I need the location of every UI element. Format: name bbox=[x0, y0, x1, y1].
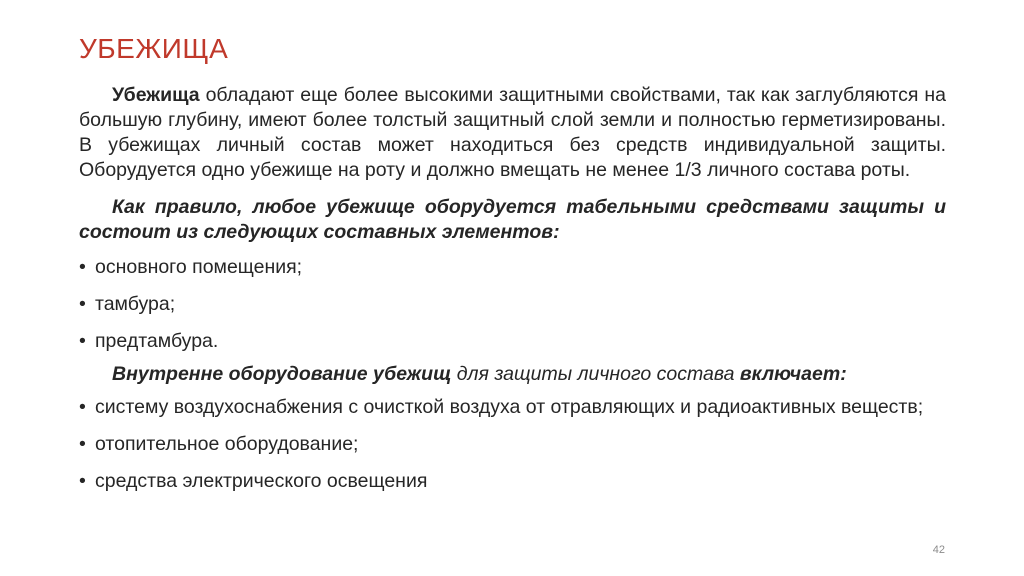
equipment-bold-2: включает: bbox=[739, 363, 847, 385]
paragraph-elements-lead: Как правило, любое убежище оборудуется табельными средствами защиты и состоит из следующих составных элементов: bbox=[79, 196, 946, 243]
list-item bbox=[79, 255, 946, 280]
bullet-icon: • bbox=[79, 330, 86, 352]
list-item bbox=[79, 469, 946, 494]
bullet-icon: • bbox=[79, 256, 86, 278]
list-item bbox=[79, 292, 946, 317]
bullet-icon: • bbox=[79, 470, 86, 492]
list-item bbox=[79, 395, 946, 420]
slide-body bbox=[79, 83, 946, 506]
paragraph-intro bbox=[79, 83, 946, 183]
equipment-bold-1: Внутренне оборудование убежищ bbox=[112, 363, 452, 385]
bullet-icon: • bbox=[79, 293, 86, 315]
slide-number: 42 bbox=[932, 544, 945, 556]
intro-bold-lead: Убежища bbox=[112, 84, 200, 106]
list-item-text: тамбура; bbox=[95, 293, 176, 315]
equipment-middle: для защиты личного состава bbox=[451, 363, 740, 385]
list-item-text: основного помещения; bbox=[95, 256, 303, 278]
bullet-icon: • bbox=[79, 433, 86, 455]
list-item-text: предтамбура. bbox=[95, 330, 219, 352]
slide-title: УБЕЖИЩА bbox=[79, 33, 229, 64]
elements-list bbox=[79, 255, 946, 354]
list-item bbox=[79, 432, 946, 457]
list-item-text: отопительное оборудование; bbox=[95, 433, 359, 455]
equipment-list bbox=[79, 395, 946, 494]
list-item-text: систему воздухоснабжения с очисткой воздуха от отравляющих и радиоактивных веществ; bbox=[95, 396, 924, 418]
list-item bbox=[79, 329, 946, 354]
paragraph-equipment-lead bbox=[79, 362, 946, 387]
bullet-icon: • bbox=[79, 396, 86, 418]
intro-text: обладают еще более высокими защитными свойствами, так как заглубляются на большую глубину, имеют более толстый защитный слой земли и полностью герметизированы. В убежищах личный состав может находиться без средств индивидуальной защиты. Оборудуется одно убежище на роту и должно вмещать не менее 1/3 личного состава роты. bbox=[79, 84, 946, 181]
list-item-text: средства электрического освещения bbox=[95, 470, 428, 492]
